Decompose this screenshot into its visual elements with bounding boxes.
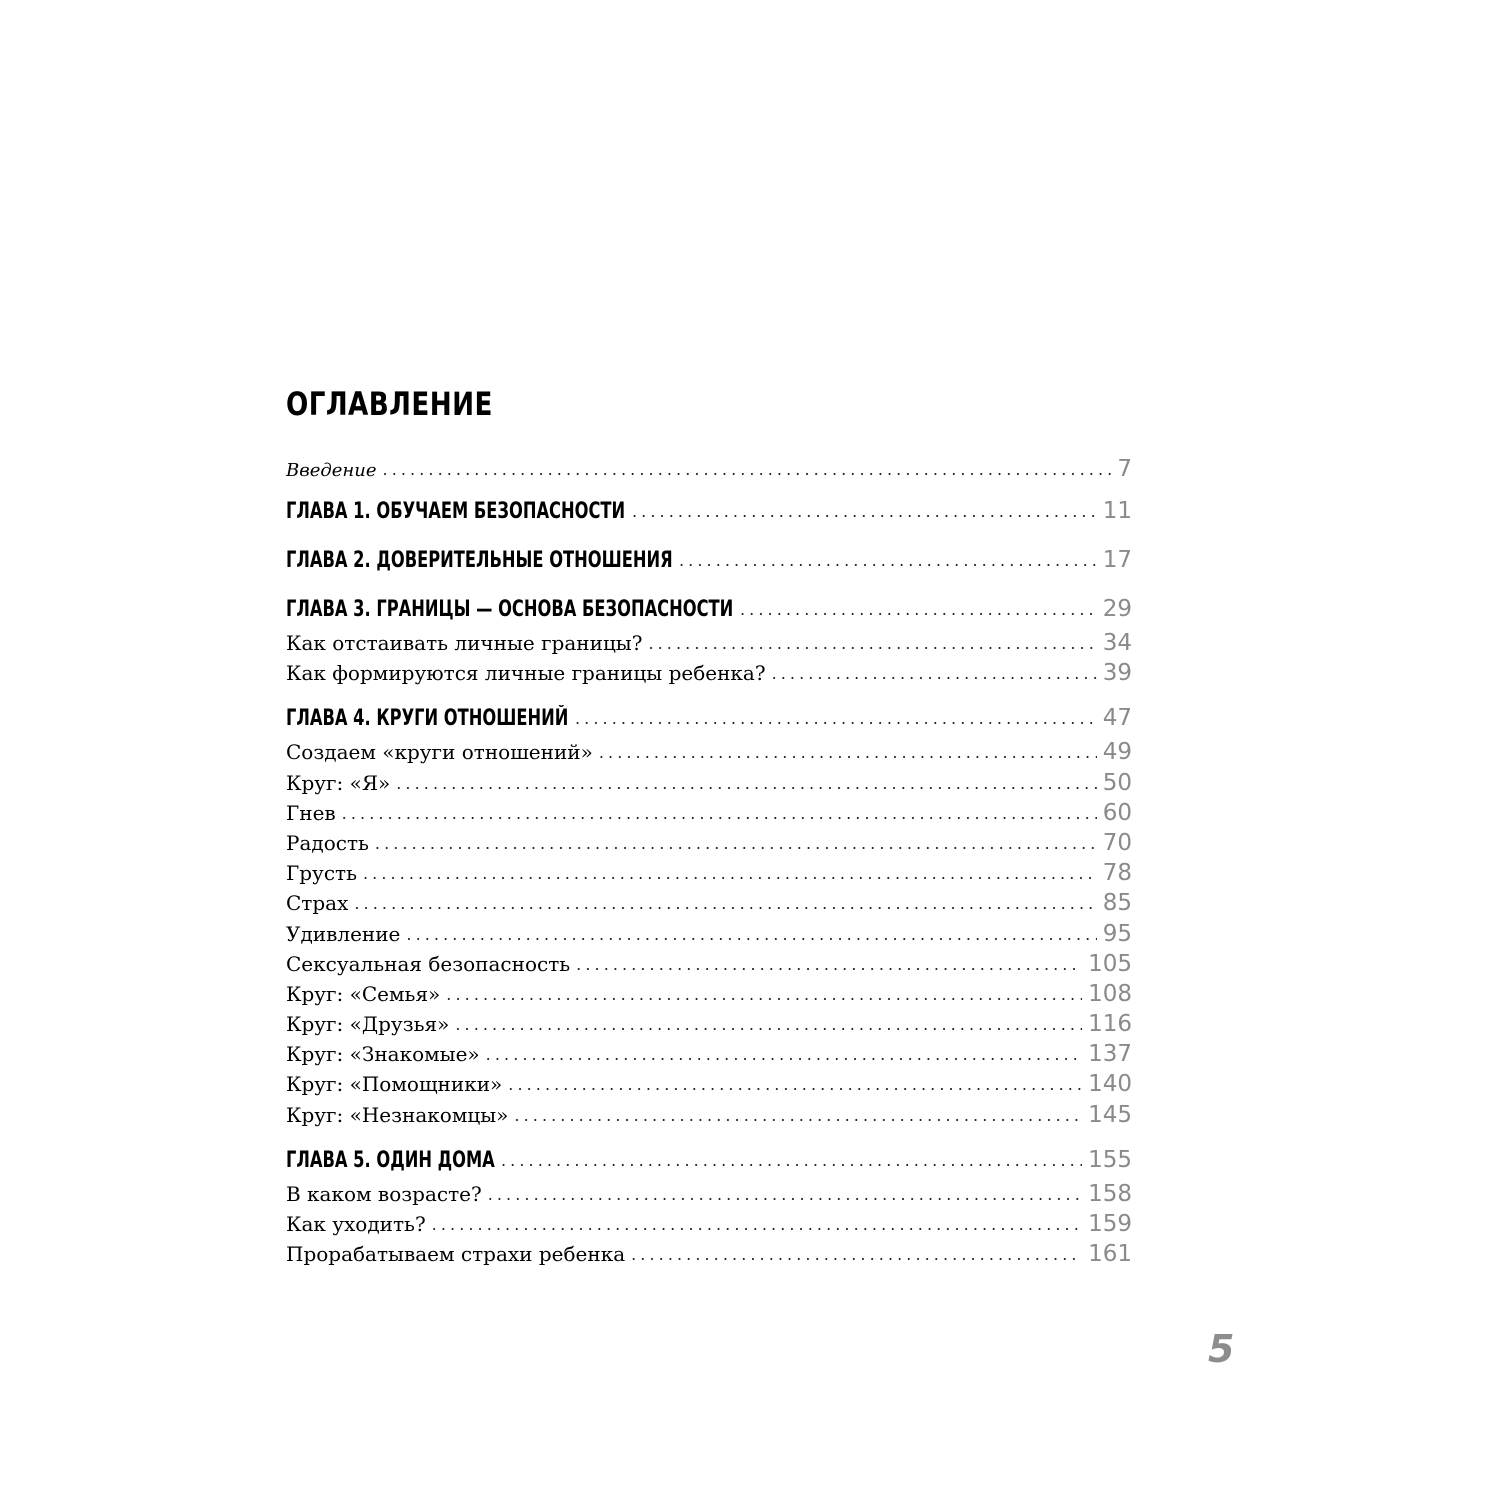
toc-entry-label: Как уходить? — [286, 1212, 426, 1236]
dot-leader — [354, 889, 1096, 918]
dot-leader — [772, 659, 1097, 688]
toc-section-entry[interactable] — [286, 949, 1132, 979]
toc-section-entry[interactable] — [286, 768, 1132, 798]
dot-leader — [375, 829, 1097, 858]
dot-leader — [363, 859, 1097, 888]
toc-page-number: 116 — [1088, 1011, 1132, 1038]
toc-entry-label: Круг: «Друзья» — [286, 1012, 450, 1037]
toc-page-number: 47 — [1102, 705, 1132, 732]
toc-entry-label: Гнев — [286, 800, 336, 825]
toc-entry-label: Круг: «Незнакомцы» — [286, 1102, 509, 1127]
toc-page-number: 11 — [1102, 498, 1132, 524]
toc-entry-label: Введение — [286, 460, 377, 481]
dot-leader — [486, 1040, 1082, 1069]
toc-page-number: 155 — [1088, 1146, 1132, 1173]
toc-page-number: 159 — [1088, 1211, 1132, 1237]
dot-leader — [599, 738, 1097, 767]
toc-page-number: 50 — [1102, 769, 1132, 796]
dot-leader — [648, 629, 1096, 658]
toc-entry-label: В каком возрасте? — [286, 1181, 482, 1206]
toc-page-number: 140 — [1088, 1071, 1132, 1098]
toc-section-entry[interactable] — [286, 1039, 1132, 1069]
toc-section-entry[interactable] — [286, 628, 1132, 658]
toc-section-entry[interactable] — [286, 1179, 1132, 1209]
toc-entry-label: Как отстаивать личные границы? — [286, 631, 643, 655]
toc-entry-label: Круг: «Я» — [286, 770, 391, 795]
toc-chapter-title: ГЛАВА 5. ОДИН ДОМА — [286, 1147, 495, 1173]
toc-title: ОГЛАВЛЕНИЕ — [286, 385, 493, 423]
toc-entry-label: Создаем «круги отношений» — [286, 740, 593, 765]
toc-page-number: 95 — [1102, 920, 1132, 947]
dot-leader — [455, 1010, 1082, 1039]
toc-section-entry[interactable] — [286, 979, 1132, 1009]
toc-entry-label: Круг: «Семья» — [286, 981, 441, 1006]
dot-leader — [576, 950, 1082, 979]
dot-leader — [432, 1210, 1082, 1239]
dot-leader — [740, 591, 1097, 628]
toc-chapter-title: ГЛАВА 2. ДОВЕРИТЕЛЬНЫЕ ОТНОШЕНИЯ — [286, 548, 673, 573]
toc-page-number: 161 — [1088, 1241, 1132, 1268]
toc-entry-label: Удивление — [286, 921, 401, 946]
toc-page-number: 85 — [1102, 890, 1132, 917]
dot-leader — [488, 1180, 1082, 1209]
dot-leader — [501, 1142, 1082, 1179]
toc-page-number: 7 — [1117, 456, 1132, 482]
toc-intro-entry[interactable] — [286, 450, 1132, 488]
toc-entry-label: Круг: «Помощники» — [286, 1072, 503, 1097]
toc-section-entry[interactable] — [286, 658, 1132, 688]
toc-entry-label — [286, 493, 626, 530]
toc-chapter-entry[interactable] — [286, 492, 1132, 530]
toc-entry-label: Прорабатываем страхи ребенка — [286, 1242, 626, 1267]
toc-section-entry[interactable] — [286, 1069, 1132, 1099]
toc-page-number: 108 — [1088, 980, 1132, 1007]
toc-chapter-title: ГЛАВА 3. ГРАНИЦЫ — ОСНОВА БЕЗОПАСНОСТИ — [286, 597, 734, 622]
toc-section-entry[interactable] — [286, 1009, 1132, 1039]
toc-page-number: 137 — [1088, 1041, 1132, 1068]
toc-page-number: 70 — [1102, 829, 1132, 856]
toc-entry-label: Сексуальная безопасность — [286, 951, 571, 976]
dot-leader — [575, 700, 1097, 737]
toc-page-number: 78 — [1102, 860, 1132, 887]
dot-leader — [508, 1070, 1082, 1099]
toc-section-entry[interactable] — [286, 1239, 1132, 1269]
toc-page-number: 145 — [1088, 1101, 1132, 1128]
toc-page-number: 60 — [1102, 799, 1132, 826]
toc-entry-label — [286, 1142, 495, 1179]
toc-page-number: 17 — [1102, 547, 1132, 573]
toc-page-number: 158 — [1088, 1180, 1132, 1207]
dot-leader — [406, 920, 1096, 949]
toc-page-number: 49 — [1102, 739, 1132, 766]
dot-leader — [396, 769, 1096, 798]
toc-section-entry[interactable] — [286, 798, 1132, 828]
toc-entry-label — [286, 591, 734, 628]
toc-chapter-title: ГЛАВА 4. КРУГИ ОТНОШЕНИЙ — [286, 706, 569, 732]
toc-section-entry[interactable] — [286, 828, 1132, 858]
toc-section-entry[interactable] — [286, 737, 1132, 767]
toc-section-entry[interactable] — [286, 888, 1132, 918]
toc-list — [286, 450, 1132, 1269]
dot-leader — [679, 542, 1097, 579]
dot-leader — [446, 980, 1082, 1009]
dot-leader — [631, 1240, 1082, 1269]
page-number: 5 — [1208, 1327, 1235, 1371]
toc-section-entry[interactable] — [286, 1209, 1132, 1239]
toc-section-entry[interactable] — [286, 919, 1132, 949]
table-of-contents — [286, 378, 1132, 1269]
toc-page-number: 34 — [1102, 630, 1132, 656]
toc-entry-label: Страх — [286, 891, 349, 916]
toc-entry-label — [286, 700, 569, 737]
toc-chapter-entry[interactable] — [286, 1141, 1132, 1179]
dot-leader — [514, 1101, 1082, 1130]
toc-chapter-entry[interactable] — [286, 541, 1132, 579]
dot-leader — [342, 799, 1097, 828]
toc-entry-label — [286, 542, 673, 579]
toc-page-number: 29 — [1102, 596, 1132, 622]
toc-page-number: 39 — [1102, 660, 1132, 687]
toc-page-number: 105 — [1088, 950, 1132, 977]
toc-entry-label: Грусть — [286, 861, 357, 886]
toc-chapter-entry[interactable] — [286, 699, 1132, 737]
toc-chapter-entry[interactable] — [286, 590, 1132, 628]
dot-leader — [383, 451, 1112, 488]
toc-entry-label: Радость — [286, 830, 369, 855]
dot-leader — [632, 493, 1097, 530]
toc-section-entry[interactable] — [286, 1100, 1132, 1130]
toc-chapter-title: ГЛАВА 1. ОБУЧАЕМ БЕЗОПАСНОСТИ — [286, 499, 626, 524]
toc-entry-label: Как формируются личные границы ребенка? — [286, 661, 766, 686]
toc-section-entry[interactable] — [286, 858, 1132, 888]
toc-entry-label: Круг: «Знакомые» — [286, 1042, 480, 1067]
